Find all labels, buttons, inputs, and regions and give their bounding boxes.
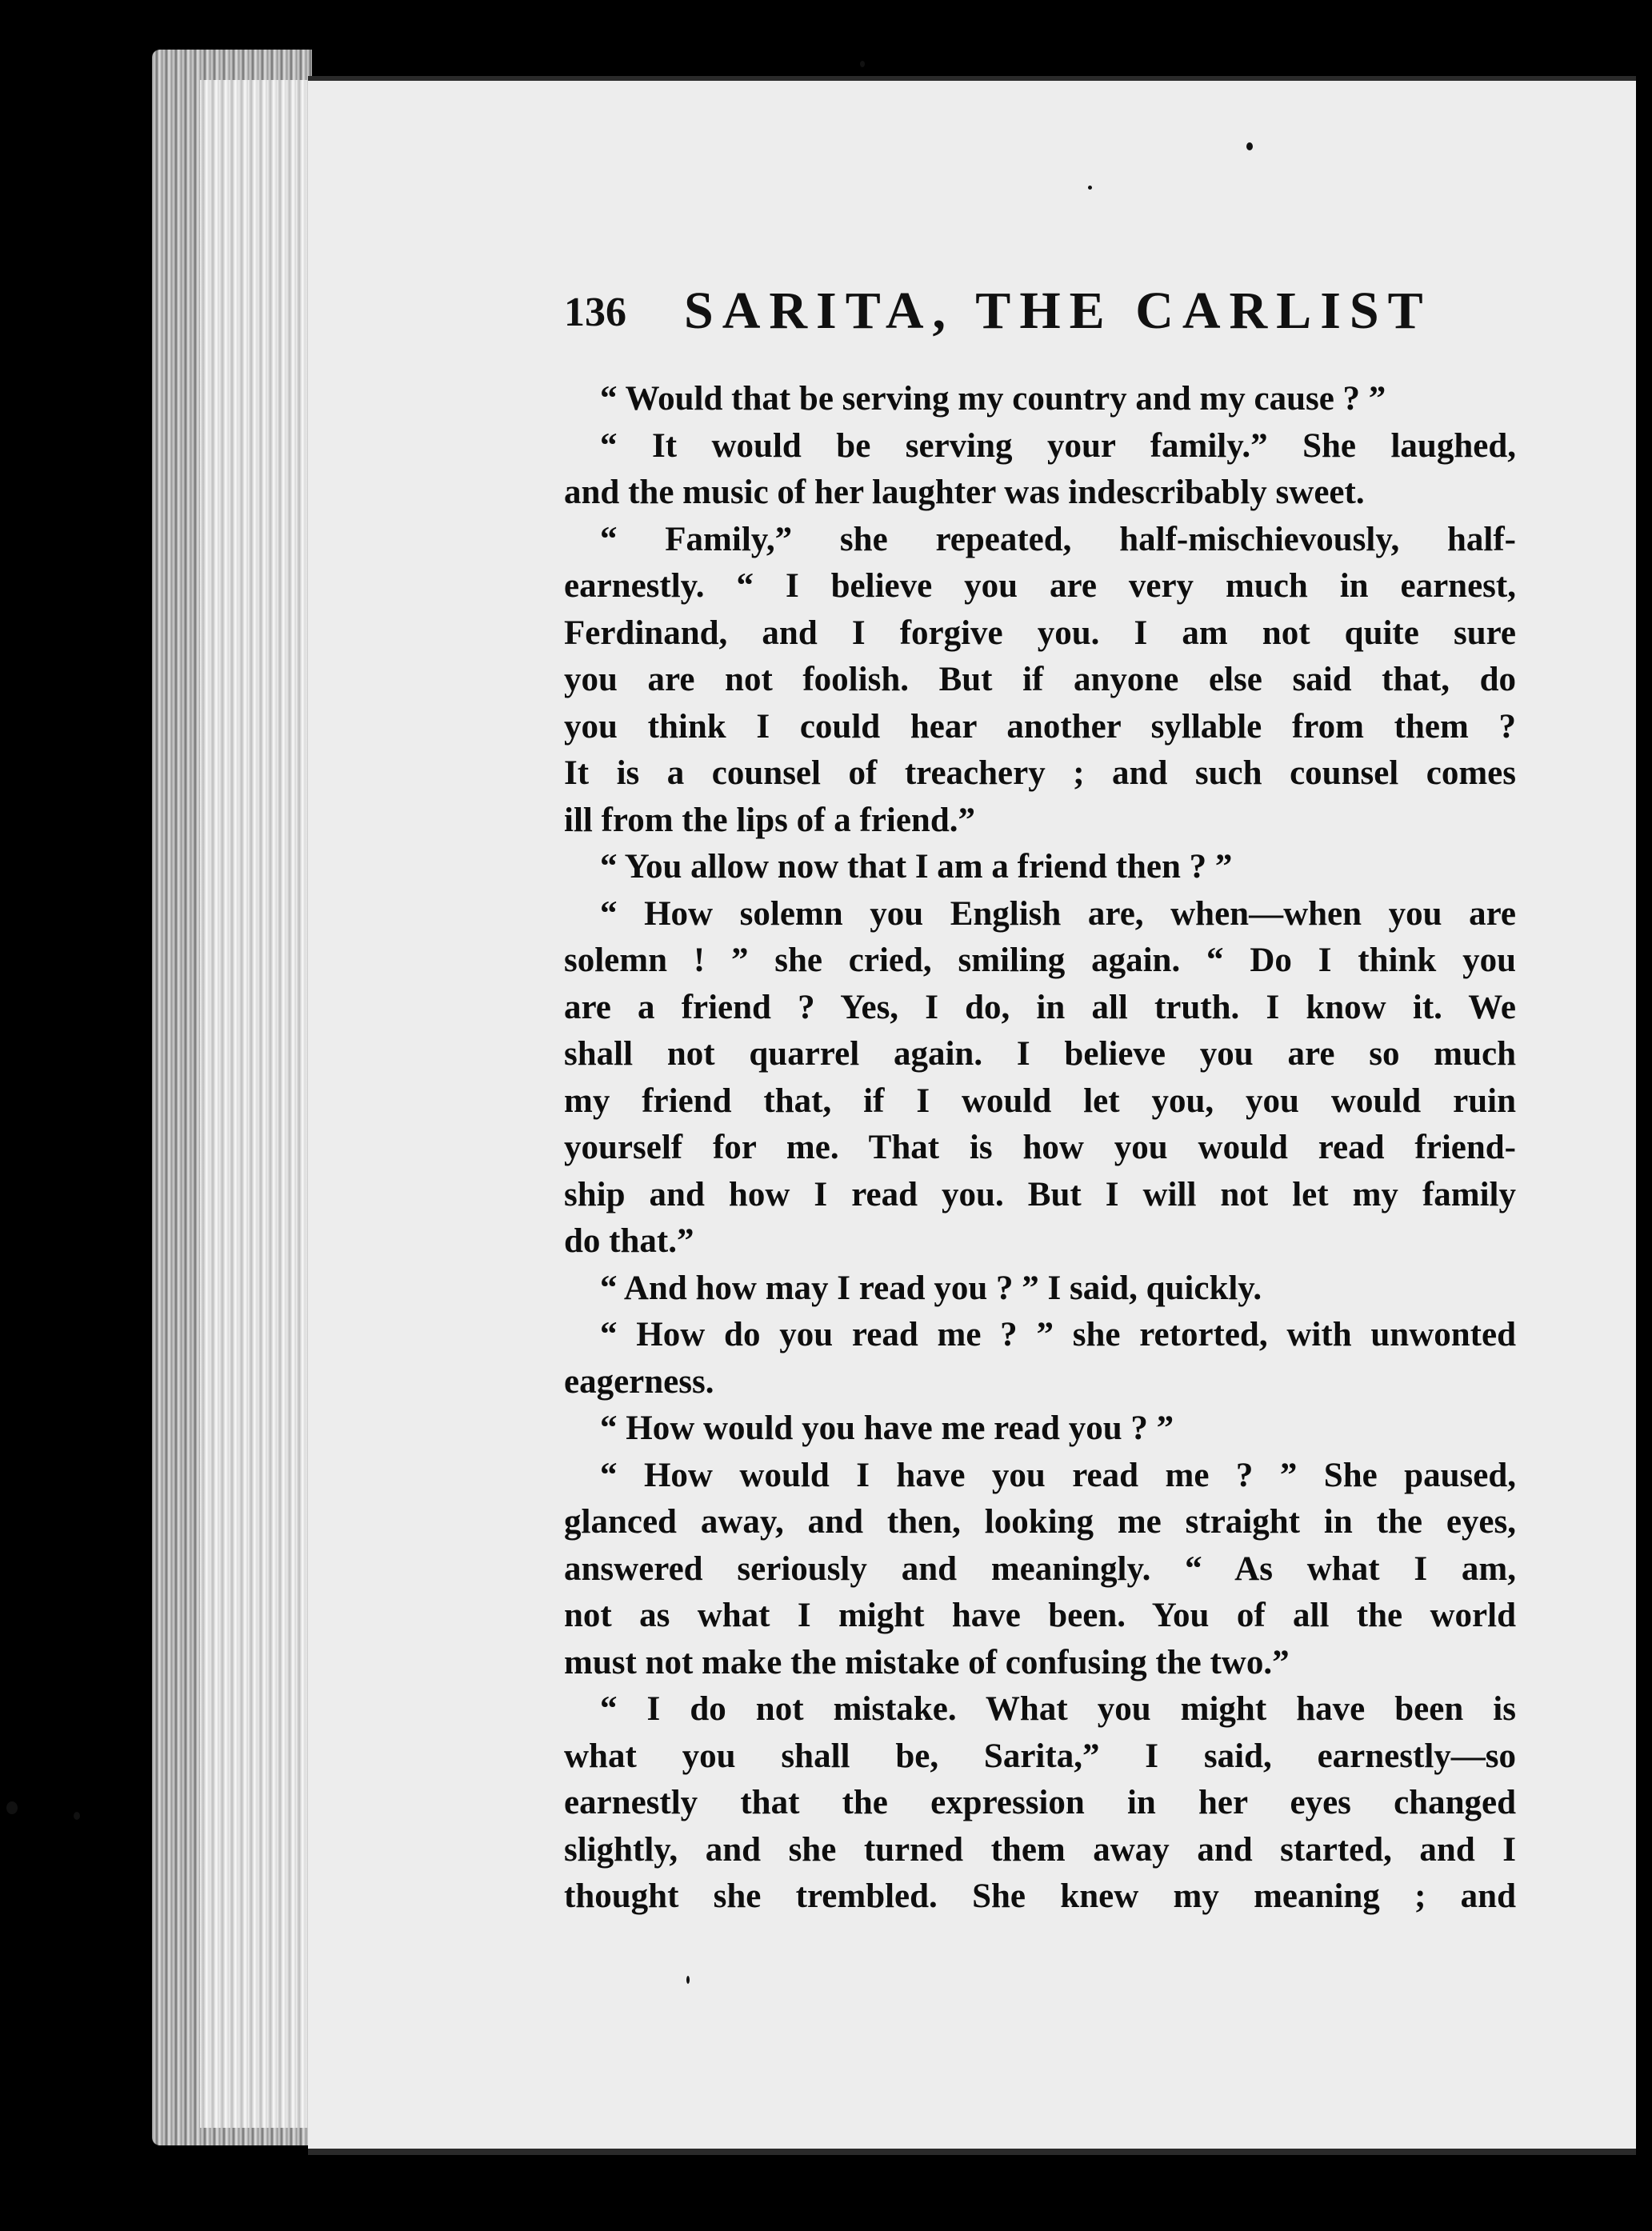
text-line: “ And how may I read you ? ” I said, quickly. xyxy=(600,1269,1262,1307)
text-line: “ You allow now that I am a friend then ? ” xyxy=(600,848,1233,886)
text-line: Ferdinand, and I forgive you. I am not quite sure xyxy=(564,614,1516,652)
ink-speck xyxy=(1246,142,1253,150)
text-line: are a friend ? Yes, I do, in all truth. I know it. We xyxy=(564,988,1516,1026)
text-line: you are not foolish. But if anyone else said that, do xyxy=(564,661,1516,698)
text-line: and the music of her laughter was indescribably sweet. xyxy=(564,474,1365,511)
book-title: SARITA, THE CARLIST xyxy=(684,282,1432,340)
book-page-edges-inner xyxy=(200,80,320,2128)
text-line: eagerness. xyxy=(564,1362,714,1401)
text-line: “ How would I have you read me ? ” She paused, xyxy=(600,1456,1516,1494)
text-line: slightly, and she turned them away and started, and I xyxy=(564,1830,1516,1869)
ink-speck xyxy=(6,1801,18,1814)
text-line: shall not quarrel again. I believe you are so much xyxy=(564,1035,1516,1073)
text-line: “ Would that be serving my country and my cause ? ” xyxy=(600,380,1386,418)
text-line: yourself for me. That is how you would read friend- xyxy=(564,1129,1516,1166)
text-line: not as what I might have been. You of all the world xyxy=(564,1597,1516,1634)
text-line: ship and how I read you. But I will not let my family xyxy=(564,1175,1516,1213)
body-text xyxy=(564,376,1516,1921)
text-line: do that.” xyxy=(564,1222,694,1260)
ink-speck xyxy=(686,1976,690,1984)
text-line: solemn ! ” she cried, smiling again. “ Do I think you xyxy=(564,942,1516,979)
ink-speck xyxy=(860,61,865,67)
text-line: thought she trembled. She knew my meaning ; and xyxy=(564,1877,1516,1915)
text-line: ill from the lips of a friend.” xyxy=(564,801,975,839)
text-line: answered seriously and meaningly. “ As what I am, xyxy=(564,1549,1516,1588)
ink-speck xyxy=(74,1812,80,1820)
text-line: “ How would you have me read you ? ” xyxy=(600,1409,1174,1447)
text-line: my friend that, if I would let you, you would ruin xyxy=(564,1082,1516,1120)
running-head xyxy=(564,268,1504,348)
text-line: you think I could hear another syllable from them ? xyxy=(564,707,1516,746)
text-line: glanced away, and then, looking me straight in the eyes, xyxy=(564,1503,1516,1541)
text-line: earnestly that the expression in her eyes changed xyxy=(564,1784,1516,1821)
text-line: must not make the mistake of confusing the two.” xyxy=(564,1643,1290,1681)
page-number: 136 xyxy=(564,290,626,335)
text-line: “ I do not mistake. What you might have been is xyxy=(600,1690,1516,1728)
text-line: what you shall be, Sarita,” I said, earnestly—so xyxy=(564,1737,1516,1775)
text-line: “ How solemn you English are, when—when you are xyxy=(600,894,1516,933)
text-line: “ It would be serving your family.” She laughed, xyxy=(600,426,1516,465)
text-line: “ How do you read me ? ” she retorted, with unwonted xyxy=(600,1316,1516,1353)
ink-speck xyxy=(1088,186,1092,190)
text-line: “ Family,” she repeated, half-mischievously, half- xyxy=(600,520,1516,558)
text-line: It is a counsel of treachery ; and such counsel comes xyxy=(564,754,1516,792)
text-line: earnestly. “ I believe you are very much in earnest, xyxy=(564,567,1516,605)
